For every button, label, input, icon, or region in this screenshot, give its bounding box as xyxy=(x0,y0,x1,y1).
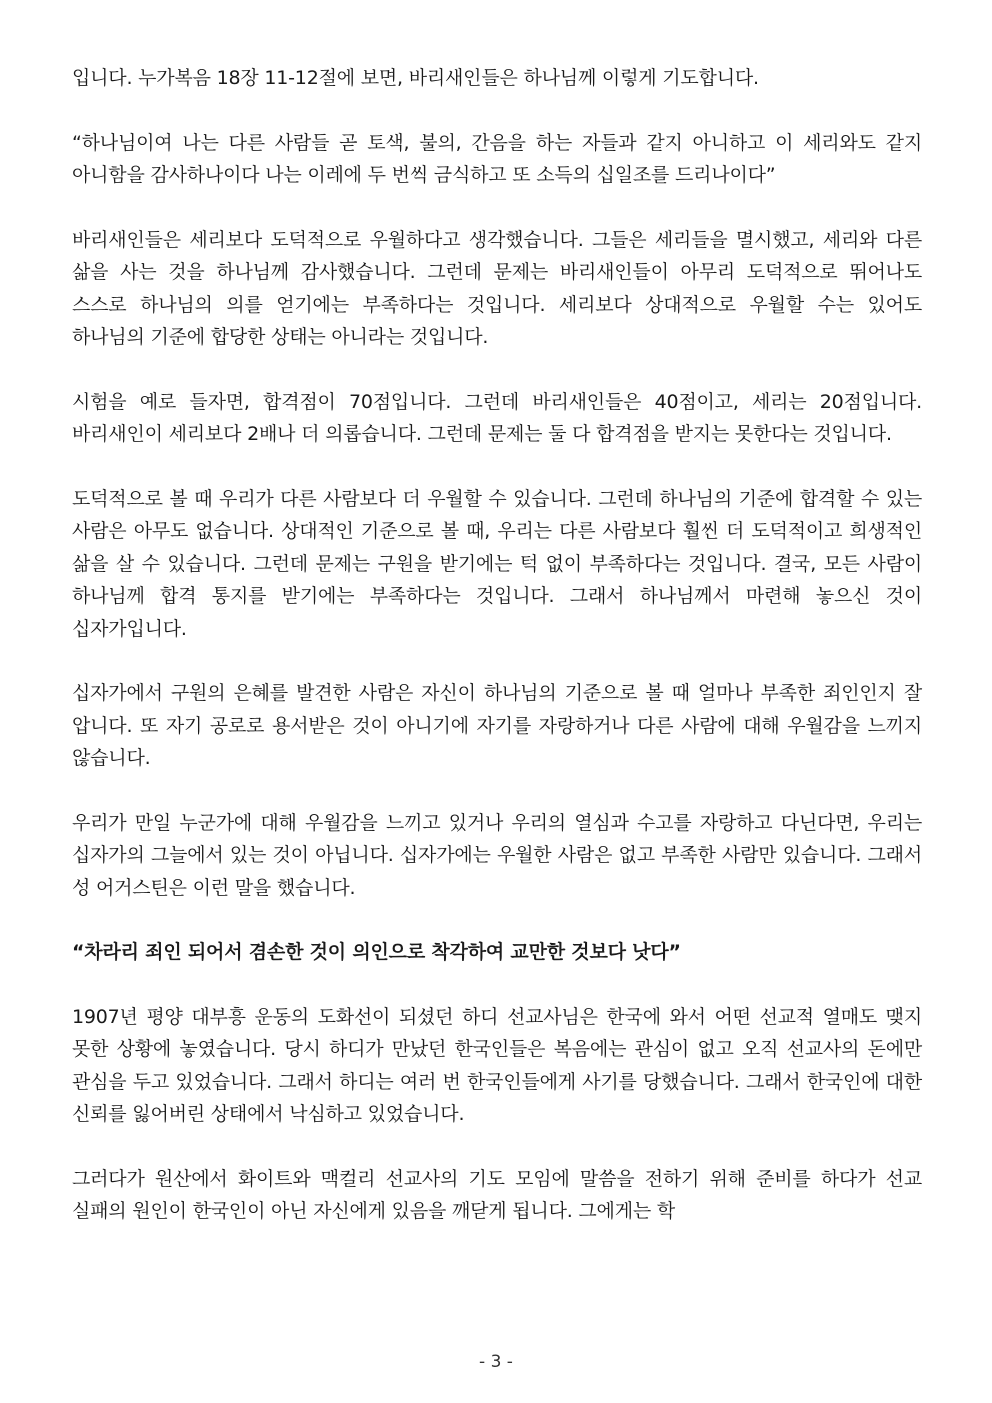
augustine-quote: “차라리 죄인 되어서 겸손한 것이 의인으로 착각하여 교만한 것보다 낫다” xyxy=(72,941,681,963)
paragraph: 입니다. 누가복음 18장 11-12절에 보면, 바리새인들은 하나님께 이렇게 기도합니다. xyxy=(72,67,759,89)
paragraph: 1907년 평양 대부흥 운동의 도화선이 되셨던 하디 선교사님은 한국에 와서 어떤 선교적 열매도 맺지 못한 상황에 놓였습니다. 당시 하디가 만났던 한국인들은 복음에는 관심이 없고 오직 선교사의 돈에만 관심을 두고 있었습니다. 그래서 하디는 여러 번 한국인들에게 사기를 당했습니다. 그래서 한국인에 대한 신뢰를 잃어버린 상태에서 낙심하고 있었습니다. xyxy=(72,1005,922,1125)
paragraph: 도덕적으로 볼 때 우리가 다른 사람보다 더 우월할 수 있습니다. 그런데 하나님의 기준에 합격할 수 있는 사람은 아무도 없습니다. 상대적인 기준으로 볼 때, 우리는 다른 사람보다 훨씬 더 도덕적이고 희생적인 삶을 살 수 있습니다. 그런데 문제는 구원을 받기에는 턱 없이 부족하다는 것입니다. 결국, 모든 사람이 하나님께 합격 통지를 받기에는 부족하다는 것입니다. 그래서 하나님께서 마련해 놓으신 것이 십자가입니다. xyxy=(72,487,922,640)
scripture-quote: “하나님이여 나는 다른 사람들 곧 토색, 불의, 간음을 하는 자들과 같지 아니하고 이 세리와도 같지 아니함을 감사하나이다 나는 이레에 두 번씩 금식하고 또 소득의 십일조를 드리나이다” xyxy=(72,131,922,186)
paragraph: 우리가 만일 누군가에 대해 우월감을 느끼고 있거나 우리의 열심과 수고를 자랑하고 다닌다면, 우리는 십자가의 그늘에서 있는 것이 아닙니다. 십자가에는 우월한 사람은 없고 부족한 사람만 있습니다. 그래서 성 어거스틴은 이런 말을 했습니다. xyxy=(72,811,922,899)
document-body xyxy=(72,62,922,1260)
paragraph: 바리새인들은 세리보다 도덕적으로 우월하다고 생각했습니다. 그들은 세리들을 멸시했고, 세리와 다른 삶을 사는 것을 하나님께 감사했습니다. 그런데 문제는 바리새인들이 아무리 도덕적으로 뛰어나도 스스로 하나님의 의를 얻기에는 부족하다는 것입니다. 세리보다 상대적으로 우월할 수는 있어도 하나님의 기준에 합당한 상태는 아니라는 것입니다. xyxy=(72,228,922,348)
paragraph: 시험을 예로 들자면, 합격점이 70점입니다. 그런데 바리새인들은 40점이고, 세리는 20점입니다. 바리새인이 세리보다 2배나 더 의롭습니다. 그런데 문제는 둘 다 합격점을 받지는 못한다는 것입니다. xyxy=(72,390,922,445)
paragraph: 그러다가 원산에서 화이트와 맥컬리 선교사의 기도 모임에 말씀을 전하기 위해 준비를 하다가 선교 실패의 원인이 한국인이 아닌 자신에게 있음을 깨닫게 됩니다. 그에게는 학 xyxy=(72,1167,922,1222)
page-number: - 3 - xyxy=(479,1352,513,1372)
paragraph: 십자가에서 구원의 은혜를 발견한 사람은 자신이 하나님의 기준으로 볼 때 얼마나 부족한 죄인인지 잘 압니다. 또 자기 공로로 용서받은 것이 아니기에 자기를 자랑하거나 다른 사람에 대해 우월감을 느끼지 않습니다. xyxy=(72,682,922,769)
